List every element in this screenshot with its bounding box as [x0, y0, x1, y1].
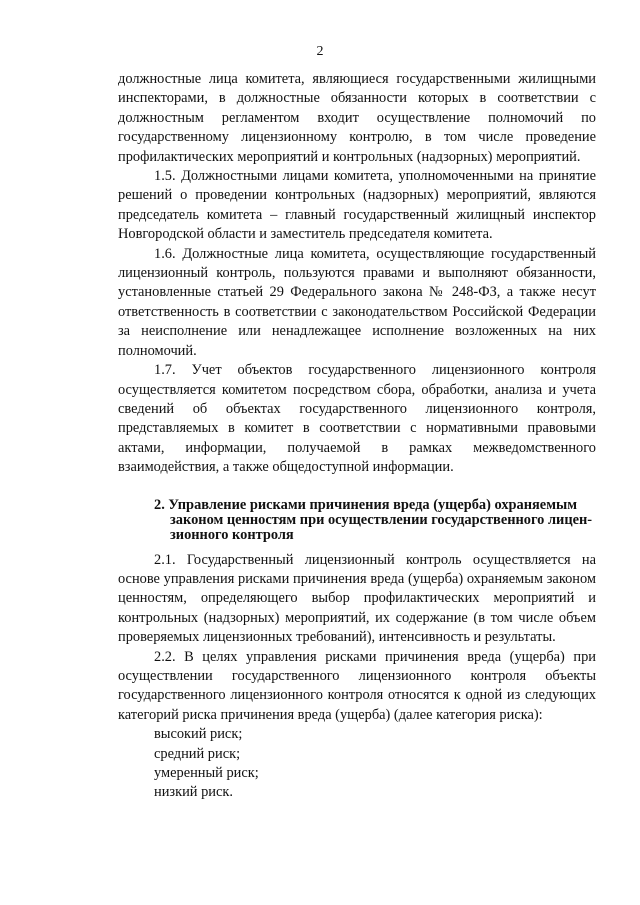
- paragraph-1-7: 1.7. Учет объектов государственного лицензионного контроля осуществляется комитетом посредством сбора, обработки, анализа и учета сведений об объектах государственного лицензионного контроля, представляемых в комитет в соответствии с нормативными правовыми актами, информации, получаемой в рамках межведомственного взаимодействия, а также общедоступной информации.: [118, 362, 596, 476]
- list-item: высокий риск;: [154, 726, 243, 743]
- section-heading-line-2: законом ценностям при осуществлении государственного лицен-: [170, 511, 593, 528]
- section-heading-line-3: зионного контроля: [170, 526, 294, 543]
- paragraph-2-2: 2.2. В целях управления рисками причинения вреда (ущерба) при осуществлении государственного лицензионного контроля объекты государственного лицензионного контроля относятся к одной из следующих категорий риска причинения вреда (ущерба) (далее категория риска):: [118, 648, 596, 723]
- list-item: умеренный риск;: [154, 765, 259, 781]
- risk-category-list: [118, 725, 596, 803]
- paragraph-1-5: 1.5. Должностными лицами комитета, уполномоченными на принятие решений о проведении контрольных (надзорных) мероприятий, являются председатель комитета – главный государственный жилищный инспектор Новгородской области и заместитель председателя комитета.: [118, 168, 596, 243]
- page-number: 2: [316, 44, 324, 59]
- section-heading-line-1: 2. Управление рисками причинения вреда (ущерба) охраняемым: [154, 496, 578, 513]
- section-heading: [154, 498, 596, 543]
- paragraph-2-1: 2.1. Государственный лицензионный контроль осуществляется на основе управления рисками причинения вреда (ущерба) охраняемым законом ценностям, определяющего выбор профилактических мероприятий и контрольных (надзорных) мероприятий, их содержание (в том числе объем проверяемых лицензионных требований), интенсивность и результаты.: [118, 551, 596, 646]
- list-item: средний риск;: [154, 745, 241, 762]
- paragraph-1-6: 1.6. Должностные лица комитета, осуществляющие государственный лицензионный контроль, пользуются правами и выполняют обязанности, установленные статьей 29 Федерального закона № 248-ФЗ, а также несут ответственность в соответствии с законодательством Российской Федерации за неисполнение или ненадлежащее исполнение возложенных на них полномочий.: [118, 245, 596, 359]
- list-item: низкий риск.: [154, 784, 233, 801]
- paragraph-continuation: должностные лица комитета, являющиеся государственными жилищными инспекторами, в должностные обязанности которых в соответствии с должностным регламентом входит осуществление полномочий по государственному лицензионному контролю, в том числе проведение профилактических мероприятий и контрольных (надзорных) мероприятий.: [118, 71, 596, 165]
- document-body: [118, 70, 596, 803]
